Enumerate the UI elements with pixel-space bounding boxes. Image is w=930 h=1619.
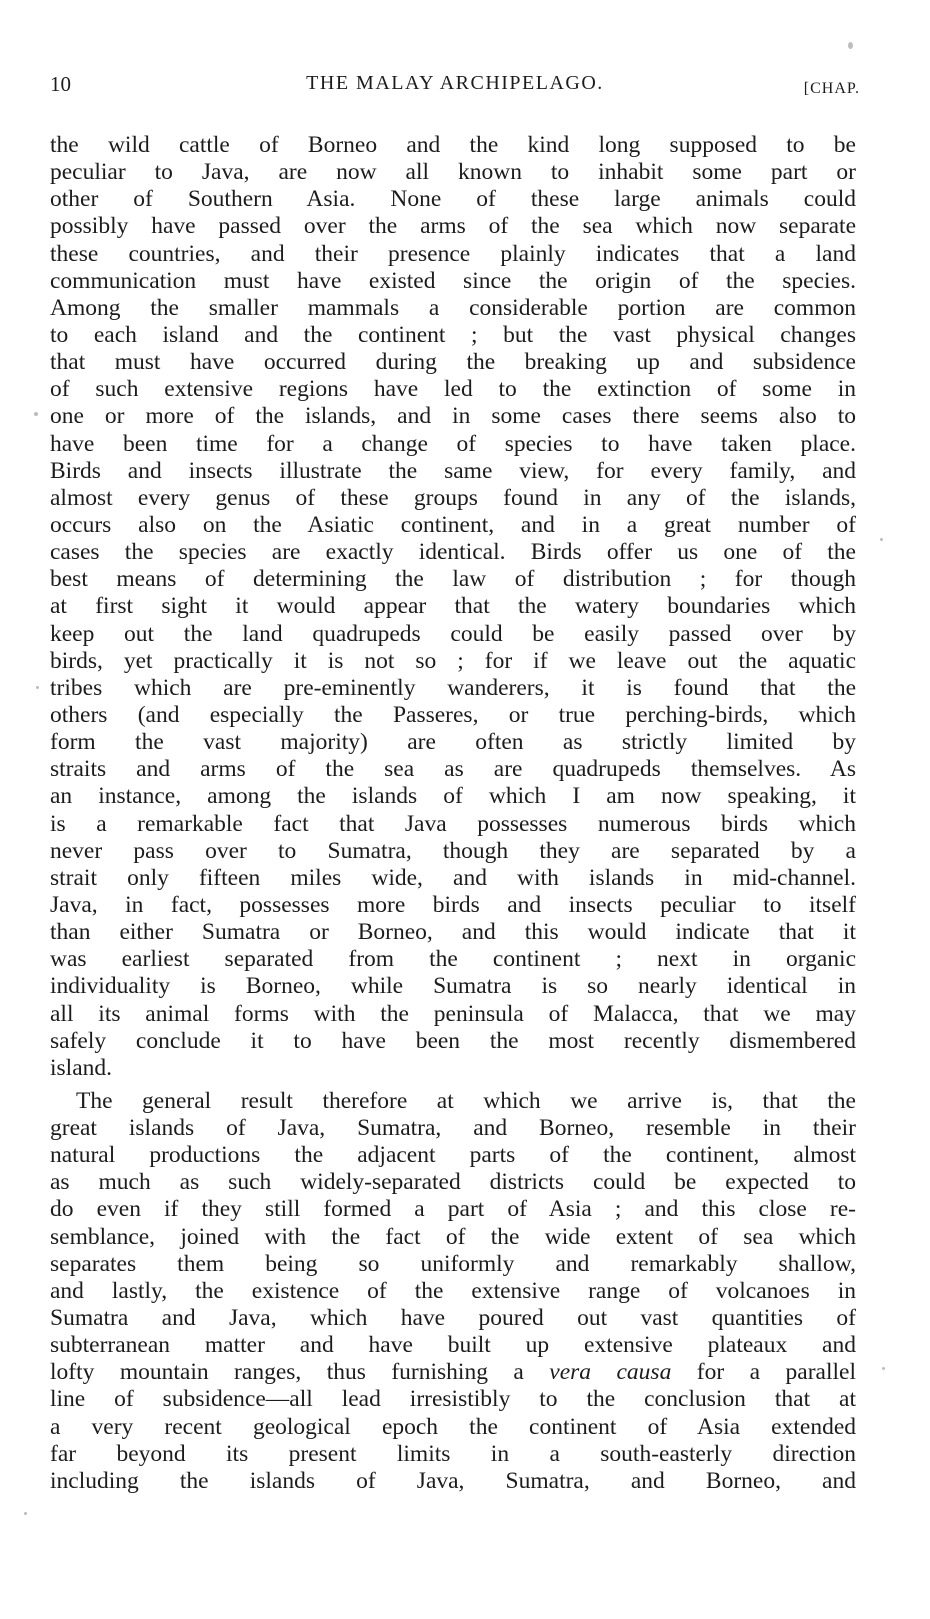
text-line: great islands of Java, Sumatra, and Borneo, resemble in their: [50, 1115, 856, 1142]
text-line: an instance, among the islands of which I am now speaking, it: [50, 783, 856, 810]
text-line: best means of determining the law of distribution ; for though: [50, 566, 856, 593]
text-line: form the vast majority) are often as strictly limited by: [50, 729, 856, 756]
scan-speck: [880, 538, 883, 541]
text-line: the wild cattle of Borneo and the kind long supposed to be: [50, 132, 856, 158]
scan-speck: [882, 1367, 885, 1370]
italic-phrase: vera causa: [549, 1359, 672, 1386]
text-line: far beyond its present limits in a south-easterly direction: [50, 1440, 856, 1467]
scan-speck: [24, 1512, 27, 1515]
text-line: never pass over to Sumatra, though they are separated by a: [50, 837, 856, 864]
text-line: have been time for a change of species to have taken place.: [50, 430, 856, 457]
text-line: that must have occurred during the breaking up and subsidence: [50, 349, 856, 376]
text-line: possibly have passed over the arms of the sea which now separate: [50, 213, 856, 240]
text-line: other of Southern Asia. None of these large animals could: [50, 186, 856, 213]
page-number: 10: [50, 72, 71, 96]
text-line: strait only fifteen miles wide, and with islands in mid-channel.: [50, 864, 856, 891]
scan-speck: [36, 686, 39, 689]
text-line: The general result therefore at which we arrive is, that the: [76, 1087, 856, 1114]
text-line: of such extensive regions have led to the extinction of some in: [50, 376, 856, 403]
text-line: as much as such widely-separated districts could be expected to: [50, 1169, 856, 1196]
text-line: a very recent geological epoch the continent of Asia extended: [50, 1413, 856, 1440]
chapter-marker: [CHAP.: [803, 80, 860, 97]
text-line: semblance, joined with the fact of the wide extent of sea which: [50, 1223, 856, 1250]
text-line: Sumatra and Java, which have poured out vast quantities of: [50, 1305, 856, 1332]
text-line: Birds and insects illustrate the same view, for every family, and: [50, 457, 856, 484]
text-line: at first sight it would appear that the watery boundaries which: [50, 593, 856, 620]
text-line: to each island and the continent ; but the vast physical changes: [50, 321, 856, 348]
paragraph: [50, 132, 856, 1082]
text-line: line of subsidence—all lead irresistibly to the conclusion that at: [50, 1386, 856, 1413]
text-line: and lastly, the existence of the extensive range of volcanoes in: [50, 1277, 856, 1304]
text-line: birds, yet practically it is not so ; for if we leave out the aquatic: [50, 647, 856, 674]
scan-speck: [34, 412, 38, 416]
page-body: [50, 132, 856, 1495]
text-line: subterranean matter and have built up extensive plateaux and: [50, 1332, 856, 1359]
text-line: Java, in fact, possesses more birds and insects peculiar to itself: [50, 891, 856, 918]
text-line: separates them being so uniformly and remarkably shallow,: [50, 1250, 856, 1277]
text-line: do even if they still formed a part of Asia ; and this close re-: [50, 1196, 856, 1223]
text-line: than either Sumatra or Borneo, and this would indicate that it: [50, 919, 856, 946]
text-line: cases the species are exactly identical. Birds offer us one of the: [50, 539, 856, 566]
text-line: almost every genus of these groups found in any of the islands,: [50, 484, 856, 511]
text-line: natural productions the adjacent parts of the continent, almost: [50, 1142, 856, 1169]
text-line: safely conclude it to have been the most recently dismembered: [50, 1027, 856, 1054]
text-line: is a remarkable fact that Java possesses numerous birds which: [50, 810, 856, 837]
text-line: individuality is Borneo, while Sumatra is so nearly identical in: [50, 973, 856, 1000]
text-line: these countries, and their presence plainly indicates that a land: [50, 240, 856, 267]
text-line: peculiar to Java, are now all known to inhabit some part or: [50, 159, 856, 186]
text-line: straits and arms of the sea as are quadrupeds themselves. As: [50, 756, 856, 783]
text-line: others (and especially the Passeres, or true perching-birds, which: [50, 701, 856, 728]
text-line: tribes which are pre-eminently wanderers, it is found that the: [50, 674, 856, 701]
text-line: was earliest separated from the continent ; next in organic: [50, 946, 856, 973]
page-header: [50, 72, 860, 106]
text-line: communication must have existed since the origin of the species.: [50, 267, 856, 294]
text-line: one or more of the islands, and in some cases there seems also to: [50, 403, 856, 430]
text-line: including the islands of Java, Sumatra, and Borneo, and: [50, 1467, 856, 1494]
running-title: THE MALAY ARCHIPELAGO.: [306, 72, 604, 94]
text-line: keep out the land quadrupeds could be easily passed over by: [50, 620, 856, 647]
scan-speck: [848, 42, 853, 49]
text-line: occurs also on the Asiatic continent, and in a great number of: [50, 511, 856, 538]
text-line: island.: [50, 1054, 113, 1081]
text-line: lofty mountain ranges, thus furnishing a vera causa for a parallel: [50, 1359, 856, 1386]
text-line: all its animal forms with the peninsula of Malacca, that we may: [50, 1000, 856, 1027]
paragraph: [50, 1088, 856, 1495]
text-line: Among the smaller mammals a considerable portion are common: [50, 294, 856, 321]
